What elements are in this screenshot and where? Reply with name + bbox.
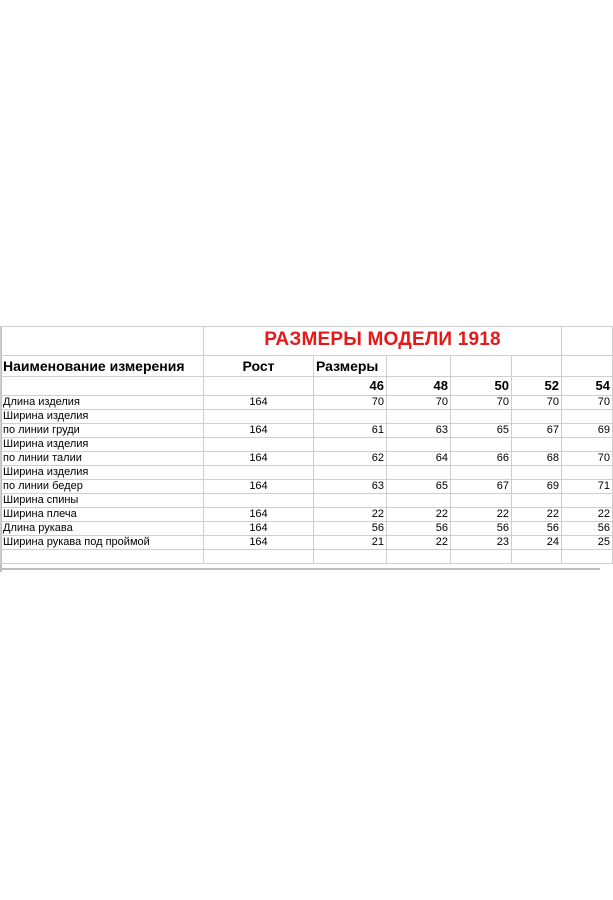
size-value: 63 — [387, 424, 451, 438]
size-value: 67 — [512, 424, 562, 438]
sizes-row — [1, 377, 613, 396]
size-value: 23 — [451, 536, 512, 550]
measurement-label: Ширина спины — [1, 494, 204, 508]
size-value: 63 — [314, 480, 387, 494]
size-value: 22 — [314, 508, 387, 522]
header-name: Наименование измерения — [1, 356, 204, 377]
size-value: 56 — [387, 522, 451, 536]
size-value: 56 — [562, 522, 613, 536]
height-value — [204, 466, 314, 480]
page-title: РАЗМЕРЫ МОДЕЛИ 1918 — [264, 329, 501, 350]
size-chart-sheet — [0, 326, 611, 572]
size-value — [387, 550, 451, 564]
measurement-label: Ширина рукава под проймой — [1, 536, 204, 550]
table-row — [1, 466, 613, 480]
size-value: 70 — [512, 396, 562, 410]
size-value: 62 — [314, 452, 387, 466]
size-value: 56 — [512, 522, 562, 536]
measurement-label: Длина изделия — [1, 396, 204, 410]
size-value: 25 — [562, 536, 613, 550]
measurement-label: Ширина изделия — [1, 410, 204, 424]
title-cell — [204, 327, 562, 356]
size-value: 24 — [512, 536, 562, 550]
size-value — [562, 466, 613, 480]
measurement-label: по линии груди — [1, 424, 204, 438]
table-row — [1, 480, 613, 494]
size-value — [451, 438, 512, 452]
size-value: 71 — [562, 480, 613, 494]
table-row — [1, 536, 613, 550]
table-row — [1, 424, 613, 438]
height-value — [204, 410, 314, 424]
measurement-label: Длина рукава — [1, 522, 204, 536]
header-sizes: Размеры — [314, 356, 387, 377]
height-value: 164 — [204, 508, 314, 522]
height-value — [204, 550, 314, 564]
measurement-label — [1, 550, 204, 564]
height-value: 164 — [204, 396, 314, 410]
header-row — [1, 356, 613, 377]
size-value — [512, 494, 562, 508]
height-value: 164 — [204, 536, 314, 550]
size-value — [314, 438, 387, 452]
size-value — [314, 466, 387, 480]
size-value: 67 — [451, 480, 512, 494]
size-value — [314, 410, 387, 424]
size-46: 46 — [314, 377, 387, 396]
height-value: 164 — [204, 522, 314, 536]
size-value: 61 — [314, 424, 387, 438]
size-value: 22 — [451, 508, 512, 522]
table-row — [1, 396, 613, 410]
size-value: 22 — [562, 508, 613, 522]
measurement-label: Ширина изделия — [1, 466, 204, 480]
size-value — [451, 494, 512, 508]
size-value: 68 — [512, 452, 562, 466]
title-row — [1, 327, 613, 356]
table-row — [1, 438, 613, 452]
size-value: 70 — [387, 396, 451, 410]
size-value: 65 — [451, 424, 512, 438]
size-48: 48 — [387, 377, 451, 396]
size-value — [314, 550, 387, 564]
size-value — [451, 550, 512, 564]
size-value: 64 — [387, 452, 451, 466]
table-row — [1, 494, 613, 508]
size-52: 52 — [512, 377, 562, 396]
measurement-label: по линии бедер — [1, 480, 204, 494]
size-value — [314, 494, 387, 508]
size-value: 21 — [314, 536, 387, 550]
size-value: 70 — [314, 396, 387, 410]
sheet-bottom-border — [0, 568, 600, 570]
size-value: 69 — [562, 424, 613, 438]
size-value: 56 — [314, 522, 387, 536]
table-row — [1, 508, 613, 522]
measurement-label: Ширина изделия — [1, 438, 204, 452]
size-value: 22 — [387, 508, 451, 522]
size-value — [512, 438, 562, 452]
size-value — [512, 466, 562, 480]
size-value: 65 — [387, 480, 451, 494]
measurement-label: по линии талии — [1, 452, 204, 466]
table-row — [1, 550, 613, 564]
size-54: 54 — [562, 377, 613, 396]
size-value: 70 — [562, 396, 613, 410]
size-value — [387, 410, 451, 424]
size-value — [451, 466, 512, 480]
size-value — [512, 410, 562, 424]
size-value — [451, 410, 512, 424]
size-value — [562, 550, 613, 564]
size-value: 56 — [451, 522, 512, 536]
size-value: 70 — [562, 452, 613, 466]
size-value — [562, 410, 613, 424]
size-50: 50 — [451, 377, 512, 396]
height-value: 164 — [204, 424, 314, 438]
height-value — [204, 494, 314, 508]
height-value: 164 — [204, 480, 314, 494]
size-value — [387, 438, 451, 452]
size-value: 70 — [451, 396, 512, 410]
size-value: 22 — [512, 508, 562, 522]
size-value — [562, 438, 613, 452]
size-value: 22 — [387, 536, 451, 550]
size-value: 69 — [512, 480, 562, 494]
measurement-label: Ширина плеча — [1, 508, 204, 522]
size-value — [387, 494, 451, 508]
size-chart-table — [0, 326, 613, 564]
height-value — [204, 438, 314, 452]
size-value: 66 — [451, 452, 512, 466]
table-row — [1, 410, 613, 424]
size-value — [562, 494, 613, 508]
header-height: Рост — [204, 356, 314, 377]
table-row — [1, 452, 613, 466]
size-value — [512, 550, 562, 564]
height-value: 164 — [204, 452, 314, 466]
size-value — [387, 466, 451, 480]
table-row — [1, 522, 613, 536]
